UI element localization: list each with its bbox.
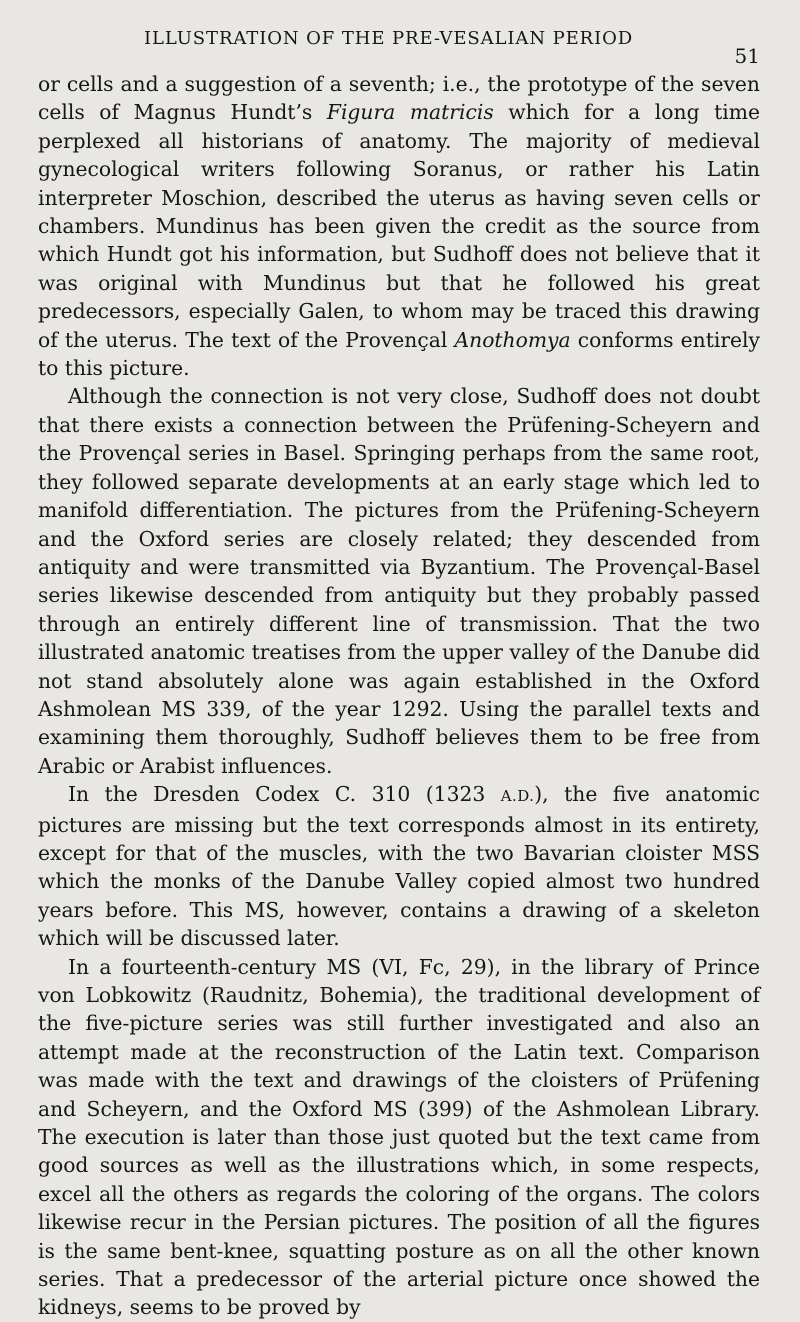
page-number: 51 (734, 44, 760, 68)
paragraph-text: conforms entirely to this picture. (38, 327, 760, 381)
paragraph-dresden-codex (38, 780, 760, 952)
paragraph-text: which for a long time perplexed all historians of anatomy. The majority of medieval gynecological writers following Soranus, or rather his Latin interpreter Moschion, described the uterus as having seven cells or chambers. Mundinus has been given the credit as the source from which Hundt got his information, but Sudhoff does not believe that it was original with Mundinus but that he followed his great predecessors, especially Galen, to whom may be traced this drawing of the uterus. The text of the Provençal (38, 100, 760, 352)
paragraph-lobkowitz-ms: In a fourteenth-century MS (VI, Fc, 29), in the library of Prince von Lobkowitz (Raudnitz, Bohemia), the traditional development of the five-picture series was still further investigated and also an attempt made at the reconstruction of the Latin text. Comparison was made with the text and drawings of the cloisters of Prüfening and Scheyern, and the Oxford MS (399) of the Ashmolean Library. The execution is later than those just quoted but the text came from good sources as well as the illustrations which, in some respects, excel all the others as regards the coloring of the organs. The colors likewise recur in the Persian pictures. The position of all the figures is the same bent-knee, squatting posture as on all the other known series. That a predecessor of the arterial picture once showed the kidneys, seems to be proved by (38, 954, 760, 1320)
paragraph-text: In the Dresden Codex C. 310 (1323 (68, 782, 501, 807)
paragraph-text: ), the five anatomic pictures are missing but the text corresponds almost in its entirety, except for that of the muscles, with the two Bavarian cloister MSS which the monks of the Danube Valley copied almost two hundred years before. This MS, however, contains a drawing of a skeleton which will be discussed later. (38, 782, 760, 951)
paragraph-provencal-series: Although the connection is not very close, Sudhoff does not doubt that there exists a connection between the Prüfening-Scheyern and the Provençal series in Basel. Springing perhaps from the same root, they followed separate developments at an early stage which led to manifold differentiation. The pictures from the Prüfening-Scheyern and the Oxford series are closely related; they descended from antiquity and were transmitted via Byzantium. The Provençal-Basel series likewise descended from antiquity but they probably passed through an entirely different line of transmission. That the two illustrated anatomic treatises from the upper valley of the Danube did not stand absolutely alone was again established in the Oxford Ashmolean MS 339, of the year 1292. Using the parallel texts and examining them thoroughly, Sudhoff believes them to be free from Arabic or Arabist influences. (38, 384, 760, 778)
running-head (38, 22, 760, 70)
body-text (38, 70, 760, 1322)
running-title: ILLUSTRATION OF THE PRE-VESALIAN PERIOD (144, 28, 634, 49)
paragraph-text: or cells and a suggestion of a seventh; i.e., the prototype of the seven cells of Magnus Hundt’s (38, 72, 760, 125)
paragraph-uterus-cells (38, 70, 760, 382)
italic-title-figura-matricis: Figura matricis (326, 100, 494, 125)
italic-title-anothomya: Anothomya (454, 327, 571, 352)
era-abbreviation: A.D. (500, 787, 535, 806)
